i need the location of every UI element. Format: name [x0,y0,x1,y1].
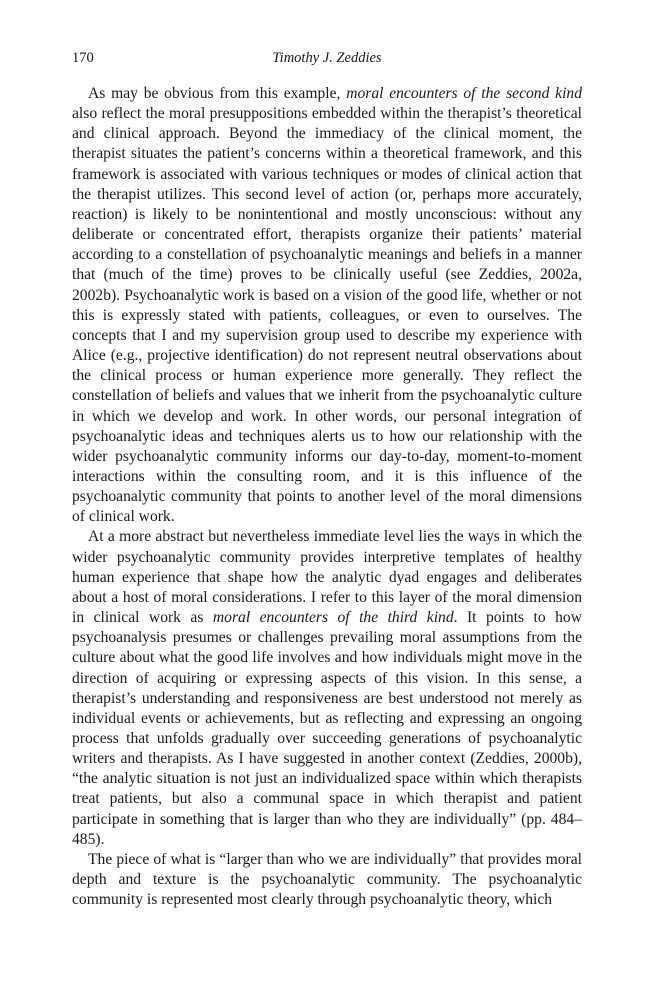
paragraph-1 [72,84,582,527]
italic-term: moral encounters of the third kind [212,609,454,627]
paragraph-text: At a more abstract but nevertheless immediate level lies the ways in which the wider psychoanalytic community provides interpretive templates of healthy human experience that shape how the analytic dyad engages and deliberates about a host of moral considerations. I refer to this layer of the moral dimension in clinical work as [72,528,582,627]
paragraph-2 [72,527,582,850]
paragraph-3 [72,850,582,910]
body-text [72,84,582,910]
running-title: Timothy J. Zeddies [272,50,382,66]
italic-term: moral encounters of the second kind [346,85,583,102]
paragraph-text: also reflect the moral presuppositions embedded within the therapist’s theoretical and clinical approach. Beyond the immediacy of the clinical moment, the therapist situates the patient’s concerns within a theoretical framework, and this framework is associated with various techniques or modes of clinical action that the therapist utilizes. This second level of action (or, perhaps more accurately, reaction) is likely to be nonintentional and mostly unconscious: without any deliberate or concentrated effort, therapists organize their patients’ material according to a constellation of psychoanalytic meanings and beliefs in a manner that (much of the time) proves to be clinically useful (see Zeddies, 2002a, 2002b). Psychoanalytic work is based on a vision of the good life, whether or not this is expressly stated with patients, colleagues, or even to ourselves. The concepts that I and my supervision group used to describe my experience with Alice (e.g., projective identification) do not represent neutral observations about the clinical process or human experience more generally. They reflect the constellation of beliefs and values that we inherit from the psychoanalytic culture in which we develop and work. In other words, our personal integration of psychoanalytic ideas and techniques alerts us to how our relationship with the wider psychoanalytic community informs our day-to-day, moment-to-moment interactions within the consulting room, and it is this influence of the psychoanalytic community that points to another level of the moral dimensions of clinical work. [72,105,582,526]
paragraph-text: As may be obvious from this example, [88,85,347,102]
paragraph-text: . It points to how psychoanalysis presumes or challenges prevailing moral assumptions from the culture about what the good life involves and how individuals might move in the direction of acquiring or expressing aspects of this vision. In this sense, a therapist’s understanding and responsiveness are best understood not merely as individual events or achievements, but as reflecting and expressing an ongoing process that unfolds gradually over succeeding generations of psychoanalytic writers and therapists. As I have suggested in another context (Zeddies, 2000b), “the analytic situation is not just an individualized space within which therapists treat patients, but also a communal space in which therapist and patient participate in something that is larger than who they are individually” (pp. 484–485). [72,609,582,848]
book-page [72,48,582,910]
page-number: 170 [72,50,94,66]
running-head [72,48,582,68]
paragraph-text: The piece of what is “larger than who we are individually” that provides moral depth and texture is the psychoanalytic community. The psychoanalytic community is represented most clearly through psychoanalytic theory, which [72,850,582,909]
